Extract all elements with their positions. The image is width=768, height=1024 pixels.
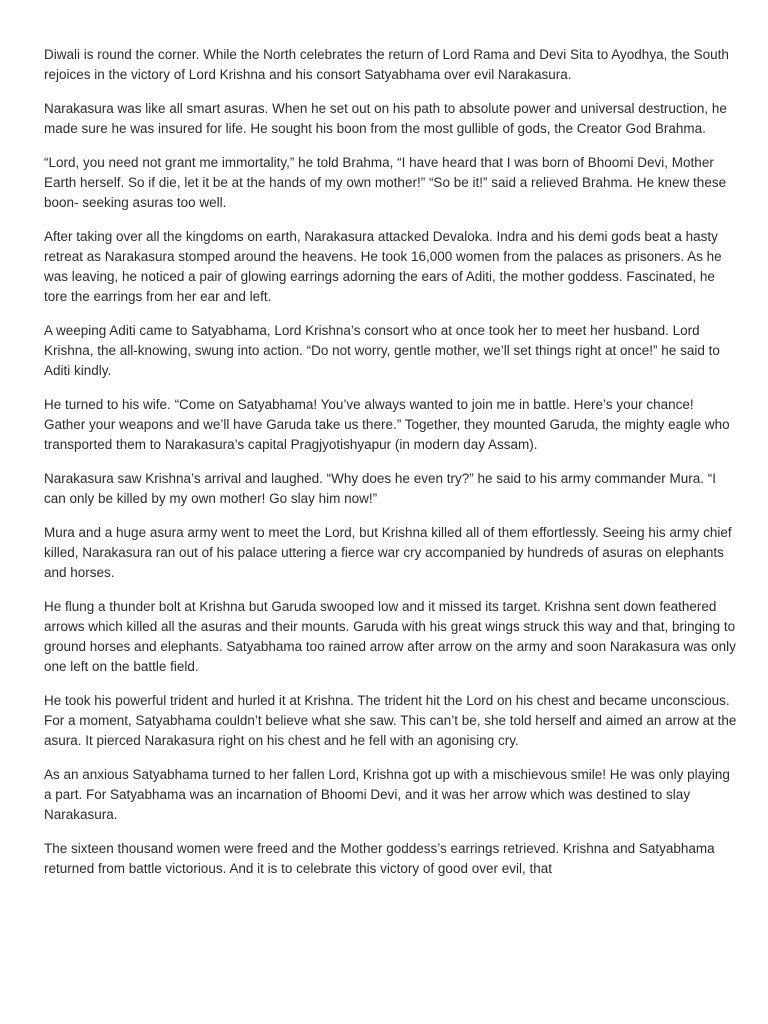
paragraph-5: A weeping Aditi came to Satyabhama, Lord Krishna’s consort who at once took her to meet her husband. Lord Krishna, the all-knowing, swung into action. “Do not worry, gentle mother, we’ll set things right at once!” he said to Aditi kindly. xyxy=(44,322,720,379)
paragraph-10: He took his powerful trident and hurled it at Krishna. The trident hit the Lord on his chest and became unconscious. For a moment, Satyabhama couldn’t believe what she saw. This can’t be, she told herself and aimed an arrow at the asura. It pierced Narakasura right on his chest and he fell with an agonising cry. xyxy=(44,692,737,749)
paragraph-8: Mura and a huge asura army went to meet the Lord, but Krishna killed all of them effortlessly. Seeing his army chief killed, Narakasura ran out of his palace uttering a fierce war cry accompanied by hundreds of asuras on elephants and horses. xyxy=(44,524,732,580)
paragraph-3: “Lord, you need not grant me immortality,” he told Brahma, “I have heard that I was born of Bhoomi Devi, Mother Earth herself. So if die, let it be at the hands of my own mother!” “So be it!” said a relieved Brahma. He knew these boon- seeking asuras too well. xyxy=(44,154,727,210)
paragraph-2: Narakasura was like all smart asuras. When he set out on his path to absolute power and universal destruction, he made sure he was insured for life. He sought his boon from the most gullible of gods, the Creator God Brahma. xyxy=(44,100,727,136)
paragraph-11: As an anxious Satyabhama turned to her fallen Lord, Krishna got up with a mischievous smile! He was only playing a part. For Satyabhama was an incarnation of Bhoomi Devi, and it was her arrow which was destined to slay Narakasura. xyxy=(44,766,730,823)
paragraph-7: Narakasura saw Krishna’s arrival and laughed. “Why does he even try?” he said to his army commander Mura. “I can only be killed by my own mother! Go slay him now!” xyxy=(44,470,717,506)
paragraph-6: He turned to his wife. “Come on Satyabhama! You’ve always wanted to join me in battle. Here’s your chance! Gather your weapons and we’ll have Garuda take us there.” Together, they mounted Garuda, the mighty eagle who transported them to Narakasura’s capital Pragjyotishyapur (in modern day Assam). xyxy=(44,396,730,453)
paragraph-12: The sixteen thousand women were freed and the Mother goddess’s earrings retrieved. Krishna and Satyabhama returned from battle victorious. And it is to celebrate this victory of good over evil, that xyxy=(44,840,715,876)
paragraph-9: He flung a thunder bolt at Krishna but Garuda swooped low and it missed its target. Krishna sent down feathered arrows which killed all the asuras and their mounts. Garuda with his great wings struck this way and that, bringing to ground horses and elephants. Satyabhama too rained arrow after arrow on the army and soon Narakasura was only one left on the battle field. xyxy=(44,598,736,675)
paragraph-4: After taking over all the kingdoms on earth, Narakasura attacked Devaloka. Indra and his demi gods beat a hasty retreat as Narakasura stomped around the heavens. He took 16,000 women from the palaces as prisoners. As he was leaving, he noticed a pair of glowing earrings adorning the ears of Aditi, the mother goddess. Fascinated, he tore the earrings from her ear and left. xyxy=(44,228,722,305)
paragraph-1: Diwali is round the corner. While the North celebrates the return of Lord Rama and Devi Sita to Ayodhya, the South rejoices in the victory of Lord Krishna and his consort Satyabhama over evil Narakasura. xyxy=(44,47,729,83)
